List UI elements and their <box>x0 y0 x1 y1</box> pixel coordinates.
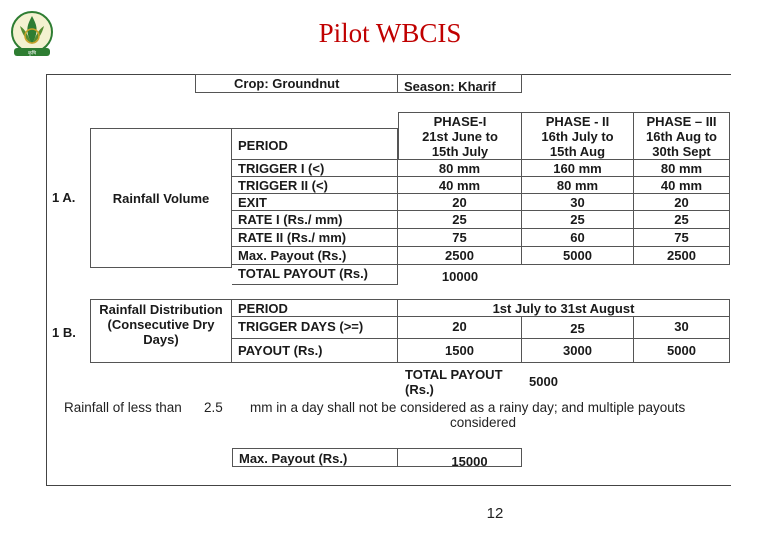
season-cell: Season: Kharif <box>398 74 522 93</box>
section-1a-row-label: TOTAL PAYOUT (Rs.) <box>232 265 398 285</box>
section-1a-value-cell: 2500 <box>634 247 730 265</box>
section-1a-value-cell: 25 <box>522 211 634 229</box>
section-1b-period-label: PERIOD <box>232 299 398 317</box>
section-1a-value-cell: 160 mm <box>522 160 634 177</box>
section-1a-value-cell: 80 mm <box>398 160 522 177</box>
section-1a-row-label: TRIGGER II (<) <box>232 177 398 194</box>
section-1a-id: 1 A. <box>52 190 76 205</box>
section-1b-total-label: TOTAL PAYOUT (Rs.) <box>405 367 503 397</box>
section-1a-value-cell: 40 mm <box>634 177 730 194</box>
note-suffix-2: considered <box>450 415 517 430</box>
note-value: 2.5 <box>204 400 223 415</box>
note-prefix: Rainfall of less than <box>64 400 182 415</box>
section-1a-value-cell: 30 <box>522 194 634 211</box>
section-1a-value-cell: 75 <box>398 229 522 247</box>
max-payout-value: 15000 <box>398 448 522 467</box>
payout-1: 1500 <box>398 339 522 363</box>
page-title: Pilot WBCIS <box>318 18 462 48</box>
section-1b-payout-label: PAYOUT (Rs.) <box>232 339 398 363</box>
section-1a-row-label: Max. Payout (Rs.) <box>232 247 398 265</box>
payout-3: 5000 <box>634 339 730 363</box>
section-1a-row-label: RATE I (Rs./ mm) <box>232 211 398 229</box>
section-1a-value-cell: 60 <box>522 229 634 247</box>
section-1a-value-cell: 10000 <box>441 269 479 284</box>
section-1b-period-value: 1st July to 31st August <box>398 299 730 317</box>
phase-2-header: PHASE - II 16th July to 15th Aug <box>522 112 634 160</box>
svg-text:कृषि: कृषि <box>27 50 37 57</box>
section-1b-total-value: 5000 <box>529 374 558 389</box>
note-suffix: mm in a day shall not be considered as a rainy day; and multiple payouts <box>250 400 686 415</box>
section-1a-value-cell: 25 <box>634 211 730 229</box>
section-1b-trigger-label: TRIGGER DAYS (>=) <box>232 317 398 339</box>
section-1a-value-cell: 2500 <box>398 247 522 265</box>
section-1a-row-label: EXIT <box>232 194 398 211</box>
section-1a-row-label: PERIOD <box>232 128 398 160</box>
section-1a-value-cell: 80 mm <box>522 177 634 194</box>
phase-3-header: PHASE – III 16th Aug to 30th Sept <box>634 112 730 160</box>
trigger-days-2: 25 <box>522 317 634 339</box>
section-1a-label: Rainfall Volume <box>90 128 232 268</box>
section-1b-label: Rainfall Distribution (Consecutive Dry Days) <box>90 299 232 363</box>
section-1a-value-cell: 5000 <box>522 247 634 265</box>
trigger-days-1: 20 <box>398 317 522 339</box>
section-1a-value-cell: 25 <box>398 211 522 229</box>
section-1a-value-cell: 40 mm <box>398 177 522 194</box>
payout-2: 3000 <box>522 339 634 363</box>
section-1a-value-cell: 80 mm <box>634 160 730 177</box>
section-1a-value-cell: 20 <box>634 194 730 211</box>
max-payout-label: Max. Payout (Rs.) <box>232 448 398 467</box>
crop-cell: Crop: Groundnut <box>195 74 398 93</box>
section-1b-id: 1 B. <box>52 325 76 340</box>
section-1a-row-label: RATE II (Rs./ mm) <box>232 229 398 247</box>
phase-1-header: PHASE-I 21st June to 15th July <box>398 112 522 160</box>
section-1a-value-cell: 75 <box>634 229 730 247</box>
page-number: 12 <box>486 505 504 522</box>
section-1a-value-cell: 20 <box>398 194 522 211</box>
section-1a-row-label: TRIGGER I (<) <box>232 160 398 177</box>
trigger-days-3: 30 <box>634 317 730 339</box>
